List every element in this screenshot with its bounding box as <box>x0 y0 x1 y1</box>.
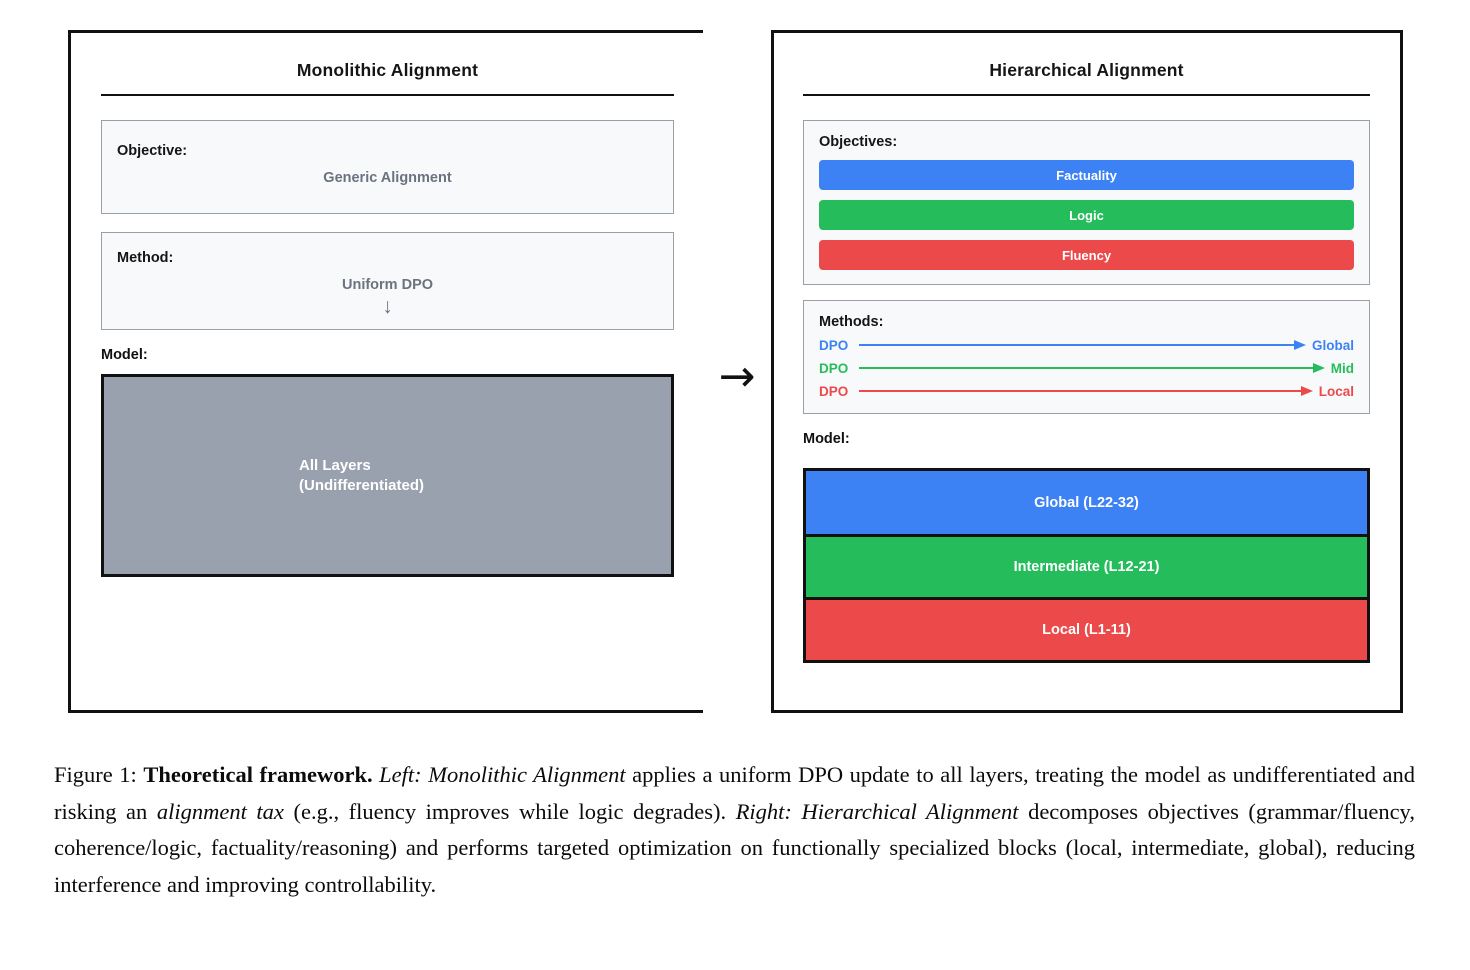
objective-value: Generic Alignment <box>323 170 452 186</box>
all-layers-block <box>101 374 674 577</box>
target-label-local: Local <box>1318 383 1354 399</box>
layer-stack <box>803 468 1370 663</box>
title-rule <box>803 94 1370 96</box>
arrow-line <box>859 367 1313 370</box>
dpo-source-label: DPO <box>819 337 849 353</box>
model-label-left: Model: <box>101 347 148 363</box>
arrowhead-icon <box>1301 386 1313 396</box>
method-row-global <box>819 337 1354 353</box>
arrow-line <box>859 390 1301 393</box>
objective-box <box>101 120 674 214</box>
objective-bar-fluency: Fluency <box>819 240 1354 270</box>
monolithic-alignment-panel <box>68 30 703 713</box>
title-rule <box>101 94 674 96</box>
method-row-local <box>819 383 1354 399</box>
figure-caption <box>54 757 1415 903</box>
method-value: Uniform DPO <box>341 277 434 293</box>
layer-block-local: Local (L1-11) <box>806 597 1367 660</box>
arrowhead-icon <box>1294 340 1306 350</box>
arrow-line <box>859 344 1294 347</box>
dpo-source-label: DPO <box>819 360 849 376</box>
target-label-mid: Mid <box>1330 360 1354 376</box>
down-arrow-icon: ↓ <box>382 295 393 318</box>
methods-label: Methods: <box>819 314 884 330</box>
caption-segment: (e.g., fluency improves while logic degrades). <box>283 798 736 824</box>
objectives-box <box>803 120 1370 285</box>
caption-segment: Right: Hierarchical Alignment <box>735 798 1019 824</box>
panel-title-monolithic: Monolithic Alignment <box>296 60 479 80</box>
transform-arrow-icon: → <box>718 351 756 402</box>
objective-bar-logic: Logic <box>819 200 1354 230</box>
method-box <box>101 232 674 330</box>
caption-segment: Theoretical framework. <box>143 762 380 787</box>
objectives-label: Objectives: <box>819 134 898 150</box>
caption-segment: Left: Monolithic Alignment <box>379 762 626 787</box>
target-label-global: Global <box>1311 337 1354 353</box>
caption-segment: decomposes objectives (grammar/fluency, coherence/logic, factuality/reasoning) and performs targeted optimization on functionally specialized blocks (local, intermediate, global), reducing interference and improving controllability. <box>54 798 1415 897</box>
caption-segment: alignment tax <box>156 798 284 824</box>
caption-segment: applies a uniform DPO update to all layers, treating the model as undifferentiated and risking an <box>54 762 1416 824</box>
dpo-source-label: DPO <box>819 383 849 399</box>
methods-box <box>803 300 1370 414</box>
layer-block-intermediate: Intermediate (L12-21) <box>806 534 1367 597</box>
method-row-mid <box>819 360 1354 376</box>
model-label-right: Model: <box>803 431 850 447</box>
panel-title-hierarchical: Hierarchical Alignment <box>989 60 1184 80</box>
objective-label: Objective: <box>117 143 188 159</box>
method-label: Method: <box>117 250 174 266</box>
caption-segment: Figure 1: <box>54 762 144 787</box>
objective-bar-factuality: Factuality <box>819 160 1354 190</box>
all-layers-block-label: All Layers (Undifferentiated) <box>299 457 424 494</box>
hierarchical-alignment-panel <box>771 30 1403 713</box>
layer-block-global: Global (L22-32) <box>806 471 1367 534</box>
arrowhead-icon <box>1313 363 1325 373</box>
